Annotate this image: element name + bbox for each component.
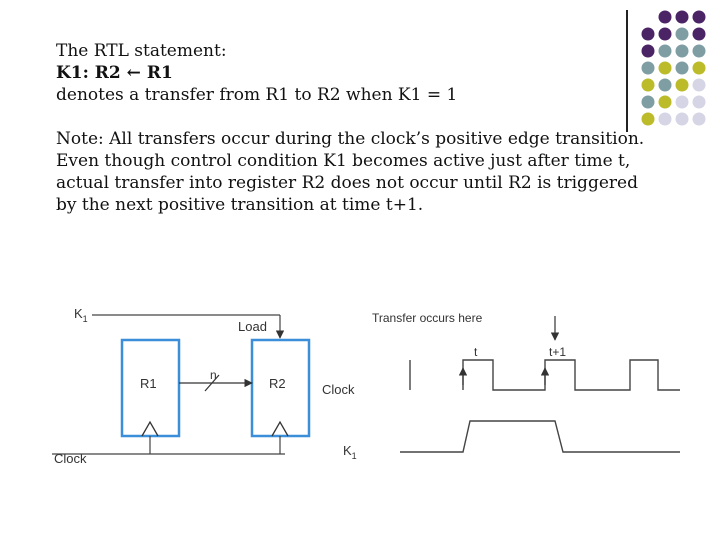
decorative-dot (676, 45, 689, 58)
decorative-dot (693, 62, 706, 75)
decorative-dot (659, 28, 672, 41)
decorative-dot (642, 28, 655, 41)
slide-text (56, 40, 656, 216)
decorative-dot (676, 96, 689, 109)
note-line-2: Even though control condition K1 becomes active just after time t, (56, 151, 631, 171)
decorative-dot (659, 79, 672, 92)
decorative-dot (659, 11, 672, 24)
r1-clock-triangle (142, 422, 158, 436)
t1-label: t+1 (549, 345, 567, 359)
decorative-dot (693, 79, 706, 92)
block-diagram (52, 306, 309, 466)
k1-label: $K_1$ (74, 306, 88, 324)
decorative-dot (693, 45, 706, 58)
load-label: Load (238, 319, 267, 334)
decorative-dot (693, 96, 706, 109)
statement-intro: The RTL statement: (56, 41, 227, 61)
timing-diagram (322, 311, 680, 461)
note-line-1: Note: All transfers occur during the clock’s positive edge transition. (56, 129, 645, 149)
clock-label: Clock (54, 451, 87, 466)
decorative-dot (659, 62, 672, 75)
r1-label: R1 (140, 376, 157, 391)
transfer-occurs-label: Transfer occurs here (372, 311, 483, 325)
statement-description: denotes a transfer from R1 to R2 when K1 = 1 (56, 85, 458, 105)
note-line-4: by the next positive transition at time t+1. (56, 195, 424, 215)
t-label: t (474, 345, 478, 359)
decorative-dot (693, 11, 706, 24)
transfer-diagram (0, 290, 720, 540)
bus-width-label: n (210, 368, 217, 382)
decorative-dot (676, 11, 689, 24)
rtl-statement: K1: R2 ← R1 (56, 63, 173, 83)
decorative-dot (693, 113, 706, 126)
r2-label: R2 (269, 376, 286, 391)
decorative-dot (659, 96, 672, 109)
decorative-dot (693, 28, 706, 41)
decorative-dot (659, 45, 672, 58)
k1-waveform (400, 421, 680, 452)
decorative-dot (659, 113, 672, 126)
decorative-dot (676, 62, 689, 75)
note-line-3: actual transfer into register R2 does not occur until R2 is triggered (56, 173, 638, 193)
r2-clock-triangle (272, 422, 288, 436)
decorative-dot (676, 113, 689, 126)
timing-k1-label: $K_1$ (343, 443, 357, 461)
decorative-dot (676, 28, 689, 41)
decorative-dot (676, 79, 689, 92)
timing-clock-label: Clock (322, 382, 355, 397)
